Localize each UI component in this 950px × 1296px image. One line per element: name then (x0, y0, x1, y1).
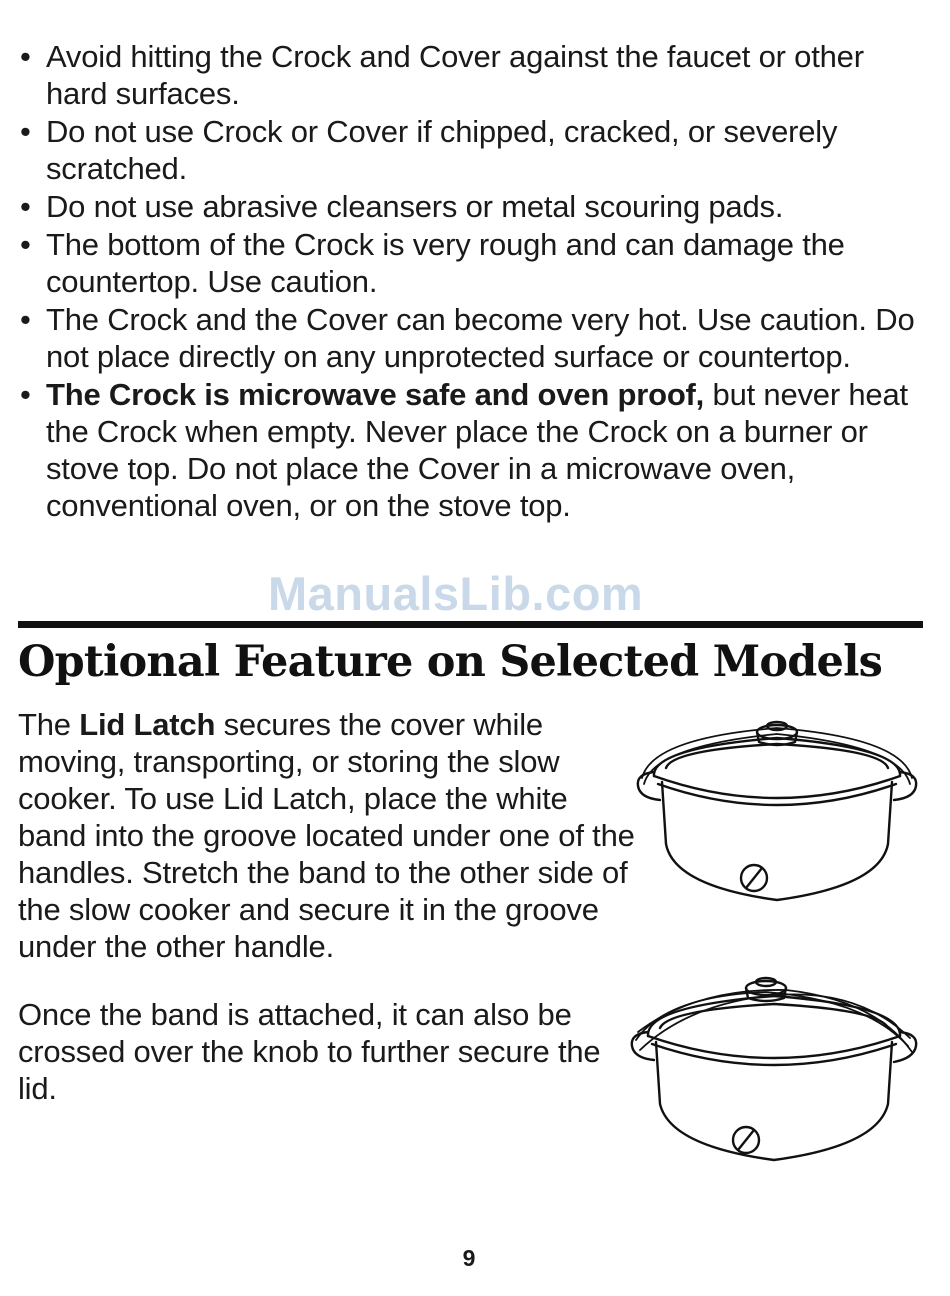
watermark: ManualsLib.com (268, 567, 644, 620)
para-text: secures the cover while moving, transporting, or storing the slow cooker. To use Lid Latch, place the white band into the groove located under one of the handles. Stretch the band to the other side of the slow cooker and secure it in the groove under the other handle. (18, 707, 635, 964)
bullet-item (18, 301, 928, 375)
page-number: 9 (462, 1245, 476, 1271)
bullet-dot: • (20, 114, 31, 149)
safety-bullet-list (18, 38, 928, 525)
bullet-text: Do not use abrasive cleansers or metal scouring pads. (46, 189, 784, 224)
bullet-text: The Crock and the Cover can become very hot. Use caution. Do not place directly on any unprotected surface or countertop. (46, 302, 915, 374)
bullet-item (18, 226, 928, 300)
bullet-dot: • (20, 302, 31, 337)
lid-latch-term: Lid Latch (79, 707, 216, 742)
slow-cooker-lid-latch-icon (632, 708, 922, 923)
section-title: Optional Feature on Selected Models (18, 637, 883, 687)
bullet-text: but never heat the Crock when empty. Never place the Crock on a burner or stove top. Do not place the Cover in a microwave oven, conventional oven, or on the stove top. (46, 377, 908, 523)
bullet-text: Avoid hitting the Crock and Cover against the faucet or other hard surfaces. (46, 39, 864, 111)
bullet-dot: • (20, 39, 31, 74)
bullet-item (18, 38, 928, 112)
bullet-dot: • (20, 377, 31, 412)
bullet-text: Do not use Crock or Cover if chipped, cracked, or severely scratched. (46, 114, 838, 186)
bullet-item (18, 376, 928, 524)
bullet-item (18, 188, 928, 225)
bullet-dot: • (20, 227, 31, 262)
bullet-dot: • (20, 189, 31, 224)
bullet-item (18, 113, 928, 187)
bullet-text: The bottom of the Crock is very rough and can damage the countertop. Use caution. (46, 227, 845, 299)
slow-cooker-crossed-latch-icon (626, 966, 921, 1176)
crossed-band-paragraph: Once the band is attached, it can also be crossed over the knob to further secure the lid. (18, 997, 601, 1106)
section-divider (18, 621, 923, 628)
para-text: The (18, 707, 80, 742)
bullet-bold-text: The Crock is microwave safe and oven proof, (46, 377, 705, 412)
lid-latch-paragraph (18, 706, 638, 965)
